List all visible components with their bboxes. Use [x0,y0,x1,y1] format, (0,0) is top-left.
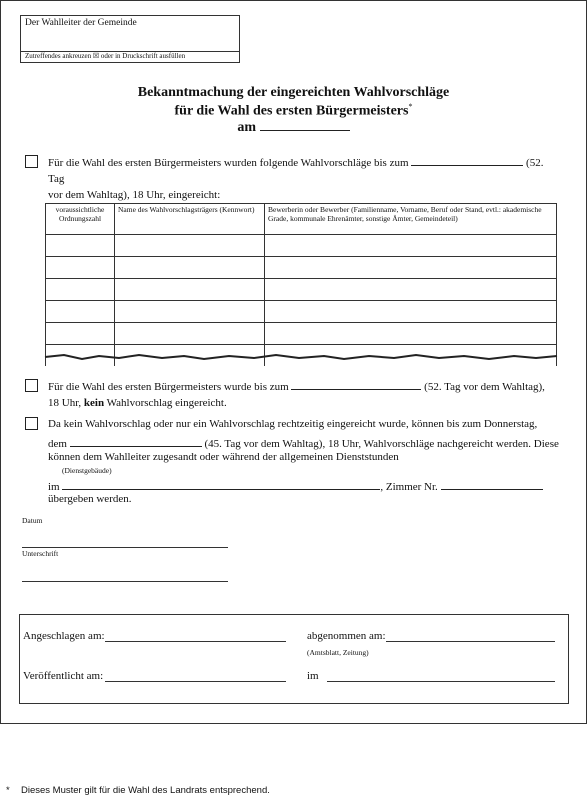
option3-text-im: im [48,481,60,493]
option-no-proposal-checkbox[interactable] [25,379,38,392]
signature-label: Unterschrift [22,549,59,558]
date-label: Datum [22,516,43,525]
table-row [46,257,557,279]
option3-line-1: Da kein Wahlvorschlag oder nur ein Wahlvorschlag rechtzeitig eingereicht wurde, können bis zum Donnerstag, [48,418,538,430]
footnote-text: Dieses Muster gilt für die Wahl des Landrats entsprechend. [20,785,270,796]
removed-date-field[interactable] [386,641,555,642]
table-tear-line [44,352,559,362]
option1-text-b: (52. Tag [48,157,544,185]
publication-hint: (Amtsblatt, Zeitung) [307,648,369,657]
heading-footnote-mark: * [408,102,413,111]
col-order-number: voraussichtliche Ordnungszahl [46,204,115,235]
option2-text-a: Für die Wahl des ersten Bürgermeisters wurde bis zum [48,381,289,393]
deadline-date-field-1[interactable] [411,154,523,166]
room-number-field[interactable] [441,478,543,490]
extended-deadline-field[interactable] [70,435,202,447]
removed-label: abgenommen am: [307,630,386,642]
col-proposer-name: Name des Wahlvorschlagsträgers (Kennwort) [115,204,265,235]
table-cell[interactable] [115,257,265,279]
table-cell[interactable] [265,257,557,279]
heading-line-3-wrap [0,119,587,136]
table-header-row [46,204,557,235]
table-cell[interactable] [265,323,557,345]
heading-line-2: für die Wahl des ersten Bürgermeisters [174,103,409,119]
table-cell[interactable] [115,279,265,301]
option3-line-3: können dem Wahlleiter zugesandt oder während der allgemeinen Dienststunden [48,451,399,463]
table-cell[interactable] [115,301,265,323]
published-label: Veröffentlicht am: [23,670,104,682]
option-no-proposal-text [48,378,560,411]
heading-date-label: am [237,120,257,135]
option2-text-c: 18 Uhr, [48,397,82,409]
table-cell[interactable] [115,323,265,345]
table-cell[interactable] [265,279,557,301]
proposals-table [45,203,557,366]
authority-box [20,15,240,63]
option3-text-c: (45. Tag vor dem Wahltag), 18 Uhr, Wahlvorschläge nachgereicht werden. Diese [204,438,559,450]
footnote-mark: * [6,785,10,796]
table-cell[interactable] [265,235,557,257]
table-cell[interactable] [265,301,557,323]
footnote [6,785,270,796]
table-cell[interactable] [46,301,115,323]
fill-instruction: Zutreffendes ankreuzen ☒ oder in Druckschrift ausfüllen [25,52,186,60]
authority-title: Der Wahlleiter der Gemeinde [25,18,137,28]
posted-label: Angeschlagen am: [23,630,105,642]
building-hint: (Dienstgebäude) [62,466,112,475]
option2-text-bold: kein [83,397,105,409]
table-cell[interactable] [115,235,265,257]
table-cell[interactable] [46,323,115,345]
col-candidate: Bewerberin oder Bewerber (Familienname, Vorname, Beruf oder Stand, evtl.: akademische Grade, kommunale Ehrenämter, sonstige Ämter, Gemeindeteil) [265,204,557,235]
deadline-date-field-2[interactable] [291,378,421,390]
option2-text-b: (52. Tag vor dem Wahltag), [424,381,545,393]
signature-line[interactable] [22,581,228,582]
announcement-date-field[interactable] [260,119,350,131]
published-in-field[interactable] [327,681,555,682]
option3-line-5: übergeben werden. [48,493,132,505]
table-row [46,235,557,257]
table-row [46,279,557,301]
table-row [46,301,557,323]
option-proposals-checkbox[interactable] [25,155,38,168]
table-row [46,323,557,345]
table-cell[interactable] [46,279,115,301]
option-late-submission-checkbox[interactable] [25,417,38,430]
option3-text-dem: dem [48,438,67,450]
posting-box [19,614,569,704]
option1-text-a: Für die Wahl des ersten Bürgermeisters wurden folgende Wahlvorschläge bis zum [48,157,409,169]
date-line[interactable] [22,547,228,548]
published-in-label: im [307,670,319,682]
option2-text-d: Wahlvorschlag eingereicht. [106,397,227,409]
table-cell[interactable] [46,235,115,257]
posted-date-field[interactable] [105,641,286,642]
table-cell[interactable] [46,257,115,279]
option1-text-c: vor dem Wahltag), 18 Uhr, eingereicht: [48,189,221,201]
published-date-field[interactable] [105,681,286,682]
building-field[interactable] [62,478,380,490]
option3-text-zimmer: , Zimmer Nr. [380,481,438,493]
heading-line-1: Bekanntmachung der eingereichten Wahlvorschläge [137,85,450,100]
heading-line-2-wrap [0,102,587,120]
option-proposals-text [48,154,558,203]
